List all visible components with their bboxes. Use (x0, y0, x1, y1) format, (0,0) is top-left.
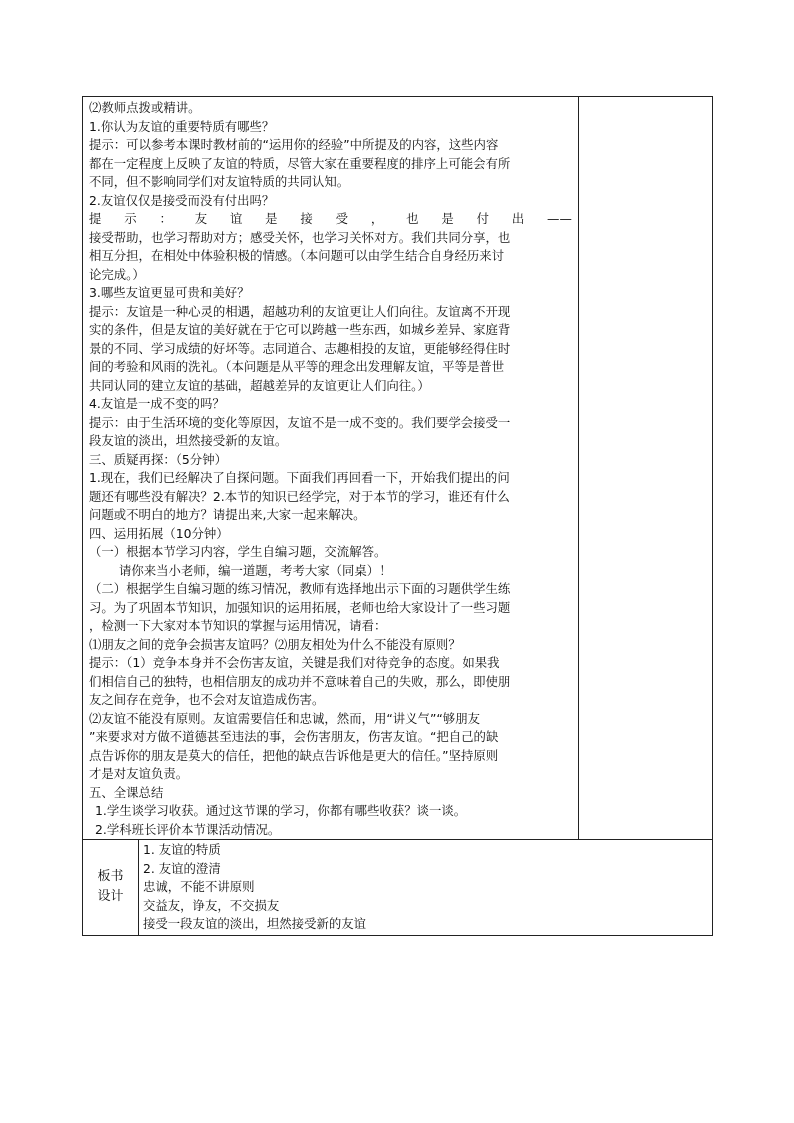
content-line: 1.现在，我们已经解决了自探问题。下面我们再回看一下，开始我们提出的问 (89, 470, 510, 485)
spread-char: 受 (335, 211, 349, 226)
main-content-cell (83, 97, 579, 840)
content-line: 景的不同、学习成绩的好坏等。志同道合、志趣相投的友谊，更能够经得住时 (89, 340, 511, 356)
board-label (97, 867, 123, 907)
side-notes-cell (579, 97, 713, 840)
content-line: ”来要求对方做不道德甚至违法的事，会伤害朋友，伤害友谊。“把自己的缺 (89, 729, 499, 744)
spread-char: —— (547, 211, 572, 226)
board-item: 忠诚，不能不讲原则 (143, 879, 255, 894)
lesson-plan-sheet (82, 96, 712, 931)
content-line: 友之间存在竞争，也不会对友谊造成伤害。 (89, 692, 325, 707)
content-row (83, 97, 713, 840)
board-item: 接受一段友谊的淡出，坦然接受新的友谊 (143, 916, 367, 931)
spread-char: 付 (476, 211, 489, 226)
spread-char: ： (159, 211, 172, 226)
content-line: 不同，但不影响同学们对友谊特质的共同认知。 (89, 174, 350, 189)
spread-char: 友 (194, 211, 208, 226)
board-item: 1. 友谊的特质 (143, 842, 221, 857)
content-line: （二）根据学生自编习题的练习情况，教师有选择地出示下面的习题供学生练 (89, 581, 511, 596)
content-line: ⑴朋友之间的竞争会损害友谊吗？⑵朋友相处为什么不能没有原则？ (89, 636, 461, 652)
lesson-table (82, 96, 713, 936)
spread-char: 谊 (229, 211, 243, 226)
spread-char: 是 (265, 211, 278, 226)
board-label-line2: 设计 (97, 889, 124, 905)
content-line: 实的条件，但是友谊的美好就在于它可以跨越一些东西，如城乡差异、家庭背 (89, 322, 511, 337)
content-line: 才是对友谊负责。 (89, 766, 189, 781)
content-line: 们相信自己的独特，也相信朋友的成功并不意味着自己的失败，那么，即使朋 (89, 673, 511, 689)
content-line: 段友谊的淡出，坦然接受新的友谊。 (89, 433, 288, 448)
content-line: 2.友谊仅仅是接受而没有付出吗？ (89, 192, 275, 208)
spread-char: 出 (511, 211, 525, 226)
content-line: 四、运用拓展（10分钟） (89, 525, 229, 541)
content-lines (89, 99, 572, 839)
content-line: 提示：友谊是一种心灵的相遇，超越功利的友谊更让人们向往。友谊离不开现 (89, 303, 511, 319)
content-line: 论完成。） (89, 266, 145, 282)
content-line: 三、质疑再探：（5分钟） (89, 451, 227, 467)
board-design-cell (139, 840, 713, 936)
board-label-cell (83, 840, 139, 936)
spread-char: 也 (406, 211, 419, 226)
content-line: 1.学生谈学习收获。通过这节课的学习，你都有哪些收获？谈一谈。 (95, 803, 467, 818)
content-line: 共同认同的建立友谊的基础，超越差异的友谊更让人们向往。） (89, 377, 430, 393)
content-line: 2.学科班长评价本节课活动情况。 (95, 821, 281, 837)
content-line: （一）根据本节学习内容，学生自编习题，交流解答。 (89, 544, 387, 559)
content-line: 提示：（1）竞争本身并不会伤害友谊，关键是我们对待竞争的态度。如果我 (89, 655, 500, 670)
content-line: ⑵教师点拨或精讲。 (89, 100, 201, 115)
content-line: 接受帮助，也学习帮助对方；感受关怀，也学习关怀对方。我们共同分享，也 (89, 229, 511, 245)
spread-char: 提 (89, 211, 102, 226)
content-line: 请你来当小老师，编一道题，考考大家（同桌）！ (119, 562, 392, 578)
board-item: 交益友，诤友，不交损友 (143, 897, 280, 913)
board-lines (143, 841, 708, 934)
content-line: 习。为了巩固本节知识，加强知识的运用拓展，老师也给大家设计了一些习题 (89, 599, 511, 615)
content-line: 提示：可以参考本课时教材前的“运用你的经验”中所提及的内容，这些内容 (89, 137, 499, 152)
content-line: ⑵友谊不能没有原则。友谊需要信任和忠诚，然而，用“讲义气”“够朋友 (89, 710, 480, 726)
content-line: 题还有哪些没有解决？2.本节的知识已经学完，对于本节的学习，谁还有什么 (89, 488, 510, 504)
content-line: 相互分担，在相处中体验积极的情感。（本问题可以由学生结合自身经历来讨 (89, 248, 505, 263)
board-row (83, 840, 713, 936)
content-line: 1.你认为友谊的重要特质有哪些？ (89, 118, 275, 134)
spread-char: 是 (441, 211, 454, 226)
content-line: 间的考验和风雨的洗礼。（本问题是从平等的理念出发理解友谊，平等是普世 (89, 359, 505, 374)
spread-char: ， (370, 211, 384, 226)
spread-char: 示 (124, 211, 137, 226)
board-label-line1: 板书 (97, 869, 124, 885)
content-line: 五、全课总结 (89, 784, 164, 800)
content-line: 3.哪些友谊更显可贵和美好？ (89, 285, 250, 300)
spread-char: 接 (300, 211, 313, 226)
content-line: 提示：由于生活环境的变化等原因，友谊不是一成不变的。我们要学会接受一 (89, 414, 511, 430)
content-line: ，检测一下大家对本节知识的掌握与运用情况，请看： (89, 618, 387, 633)
content-line: 点告诉你的朋友是莫大的信任，把他的缺点告诉他是更大的信任。”坚持原则 (89, 747, 499, 763)
content-line: 都在一定程度上反映了友谊的特质，尽管大家在重要程度的排序上可能会有所 (89, 155, 511, 171)
board-item: 2. 友谊的澄清 (143, 860, 221, 876)
content-line: 问题或不明白的地方？请提出来,大家一起来解决。 (89, 507, 366, 522)
content-line (89, 210, 572, 229)
content-line: 4.友谊是一成不变的吗？ (89, 396, 225, 411)
